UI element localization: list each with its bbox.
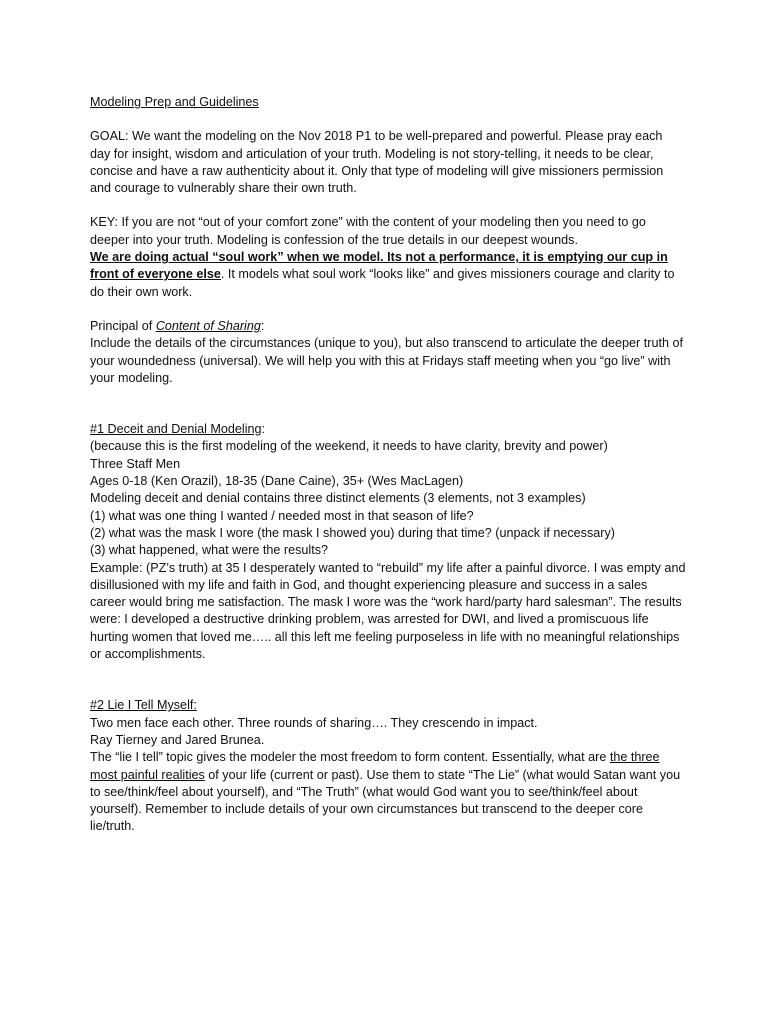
principal-heading bbox=[90, 318, 686, 335]
section1-example: Example: (PZ’s truth) at 35 I desperately wanted to “rebuild” my life after a painful divorce. I was empty and disillusioned with my life and faith in God, and thought experiencing pleasure and success in a sales career would bring me satisfaction. The mask I wore was the “work hard/party hard salesman”. The results were: I developed a destructive drinking problem, was arrested for DWI, and lived a promiscuous life hurting women that loved me….. all this left me feeling purposeless in life with no meaningful relationships or accomplishments. bbox=[90, 560, 686, 662]
section1-line: Three Staff Men bbox=[90, 456, 181, 471]
section1-line: Modeling deceit and denial contains three distinct elements (3 elements, not 3 examples) bbox=[90, 491, 586, 506]
soul-work-emphasis: We are doing actual “soul work” when we model. Its not a performance, it is emptying our cup in front of everyone else bbox=[90, 250, 668, 282]
section2-para-start: The “lie I tell” topic gives the modeler the most freedom to form content. Essentially, what are bbox=[90, 750, 610, 765]
spacer bbox=[90, 663, 686, 697]
section2-para-underline: the three most painful realities bbox=[90, 750, 660, 782]
section1-heading bbox=[90, 421, 686, 438]
section1-heading-suffix: : bbox=[261, 422, 266, 437]
goal-paragraph: GOAL: We want the modeling on the Nov 2018 P1 to be well-prepared and powerful. Please pray each day for insight, wisdom and articulation of your truth. Modeling is not story-telling, it needs to be clear, concise and have a raw authenticity about it. Only that type of modeling will give missioners permission and courage to vulnerably share their own truth. bbox=[90, 129, 664, 196]
principal-body: Include the details of the circumstances (unique to you), but also transcend to articulate the deeper truth of your woundedness (universal). We will help you with this at Fridays staff meeting when you “go live” with your modeling. bbox=[90, 336, 683, 385]
section1-line: Ages 0-18 (Ken Orazil), 18-35 (Dane Caine), 35+ (Wes MacLagen) bbox=[90, 474, 464, 489]
document-title: Modeling Prep and Guidelines bbox=[90, 95, 259, 109]
section1-line: (2) what was the mask I wore (the mask I showed you) during that time? (unpack if necessary) bbox=[90, 525, 615, 540]
principal-prefix: Principal of bbox=[90, 318, 156, 333]
key-paragraph: KEY: If you are not “out of your comfort zone” with the content of your modeling then you need to go deeper into your truth. Modeling is confession of the true details in our deepest wounds. bbox=[90, 215, 646, 247]
section1-line: (3) what happened, what were the results? bbox=[90, 543, 329, 558]
spacer bbox=[90, 387, 686, 421]
section2-para-end: of your life (current or past). Use them to state “The Lie” (what would Satan want you to see/think/feel about yourself), and “The Truth” (what would God want you to see/think/feel about yourself). Remember to include details of your own circumstances but transcend to the deeper core lie/truth. bbox=[90, 767, 681, 834]
spacer bbox=[90, 197, 686, 214]
principal-suffix: : bbox=[260, 318, 265, 333]
section2-heading: #2 Lie I Tell Myself: bbox=[90, 698, 197, 713]
soul-work-rest: . It models what soul work “looks like” and gives missioners courage and clarity to do their own work. bbox=[90, 267, 675, 299]
section1-line: (1) what was one thing I wanted / needed most in that season of life? bbox=[90, 508, 474, 523]
document-page bbox=[90, 94, 686, 836]
section1-line: (because this is the first modeling of the weekend, it needs to have clarity, brevity and power) bbox=[90, 439, 608, 454]
spacer bbox=[90, 111, 686, 128]
spacer bbox=[90, 301, 686, 318]
section1-heading-text: #1 Deceit and Denial Modeling bbox=[90, 422, 262, 437]
principal-italic-term: Content of Sharing bbox=[155, 318, 261, 333]
section2-line: Ray Tierney and Jared Brunea. bbox=[90, 732, 265, 747]
soul-work-paragraph bbox=[90, 249, 686, 301]
section2-line: Two men face each other. Three rounds of sharing…. They crescendo in impact. bbox=[90, 715, 538, 730]
section2-paragraph bbox=[90, 749, 686, 835]
